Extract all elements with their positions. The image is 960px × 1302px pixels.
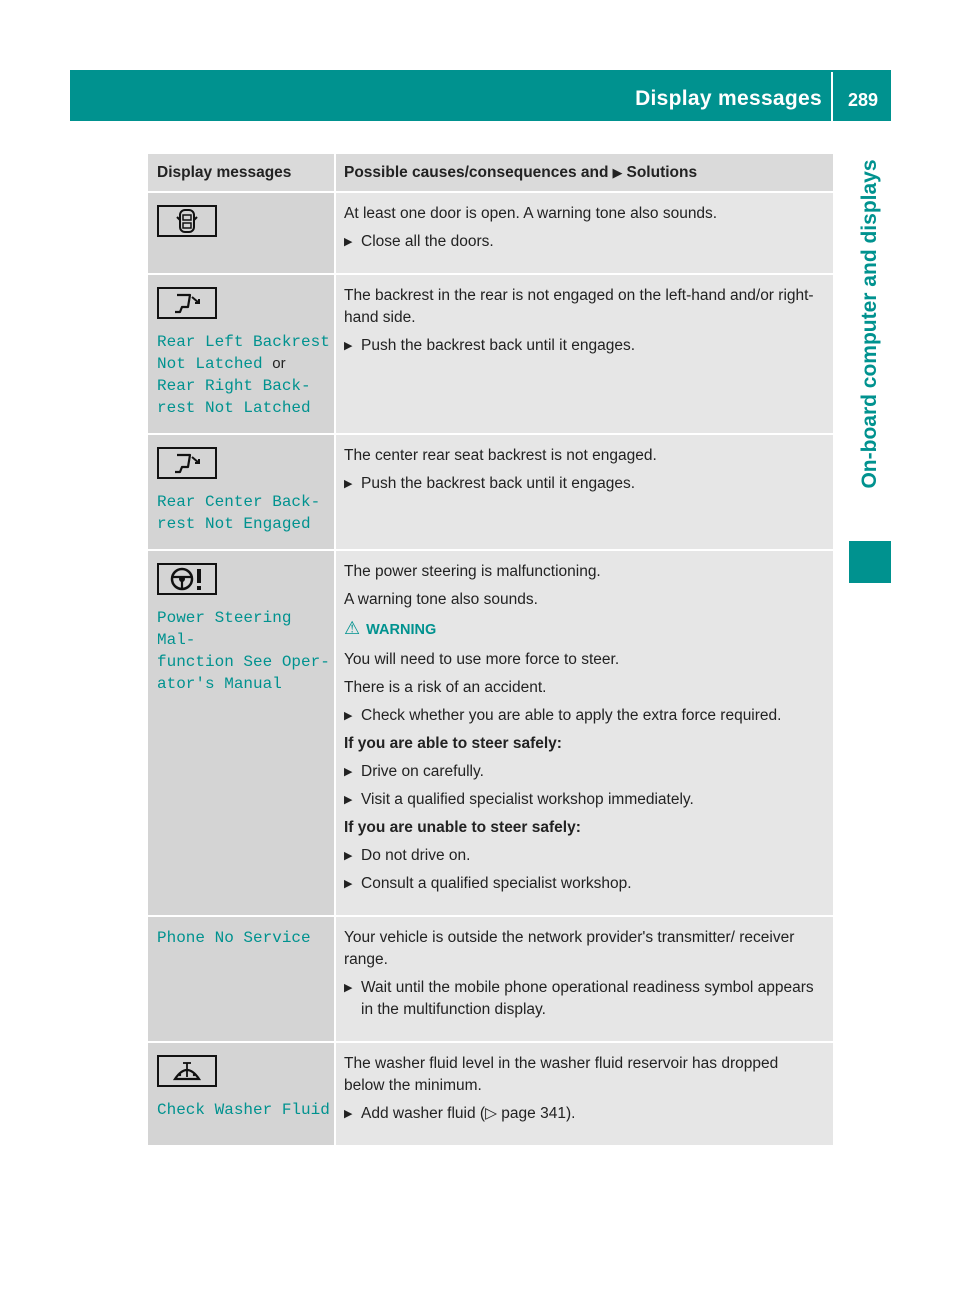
warning-icon: ⚠: [344, 618, 361, 638]
arrow-icon: ▶: [344, 1108, 353, 1120]
page-number: 289: [847, 90, 879, 110]
message-cell: [148, 1043, 336, 1145]
solution-cell: The power steering is malfunctioning. A warning tone also sounds. ⚠ WARNING You will need to use more force to steer. There is a risk of an accident. ▶ Check whether you are able to apply the extra force required. If you are able to steer safely: ▶ Drive on carefully. ▶ Visit a qualified specialist workshop immediately. If you are unable to steer safely: ▶ Do not drive on. ▶ Consult a qualified specialist workshop.: [336, 551, 833, 915]
arrow-icon: ▶: [344, 478, 353, 490]
action-item: ▶ Close all the doors.: [344, 231, 823, 253]
message-cell: [148, 917, 336, 1041]
section-title: On-board computer and displays: [858, 159, 881, 489]
message-text: Power Steering Mal-: [157, 609, 292, 649]
table-row: [148, 275, 833, 435]
action-item: ▶ Add washer fluid (▷ page 341).: [344, 1103, 823, 1125]
arrow-icon: ▶: [612, 165, 623, 180]
solution-cell: The center rear seat backrest is not engaged. ▶ Push the backrest back until it engages.: [336, 435, 833, 549]
message-text: Rear Left Backrest: [157, 333, 330, 351]
message-text: ator's Manual: [157, 675, 282, 693]
arrow-icon: ▶: [344, 766, 353, 778]
message-text: rest Not Engaged: [157, 515, 311, 533]
arrow-icon: ▶: [344, 236, 353, 248]
action-item: ▶ Visit a qualified specialist workshop immediately.: [344, 789, 823, 811]
message-text: Phone No Service: [157, 929, 311, 947]
page-reference[interactable]: page 341: [501, 1105, 566, 1122]
message-text: Rear Center Back-: [157, 493, 321, 511]
table-row: [148, 193, 833, 275]
arrow-icon: ▶: [344, 794, 353, 806]
table-row: [148, 917, 833, 1043]
backrest-icon: [157, 287, 217, 319]
solution-cell: The washer fluid level in the washer fluid reservoir has dropped below the minimum. ▶ Add washer fluid (▷ page 341).: [336, 1043, 833, 1145]
side-tab: [849, 124, 891, 524]
message-text: Not Latched: [157, 355, 263, 373]
message-text: Rear Right Back-: [157, 377, 311, 395]
action-item: ▶ Wait until the mobile phone operational readiness symbol appears in the multifunction display.: [344, 979, 814, 1018]
header-divider: [831, 72, 833, 121]
action-item: ▶ Do not drive on.: [344, 845, 823, 867]
table-row: [148, 435, 833, 551]
action-item: ▶ Push the backrest back until it engages.: [344, 335, 823, 357]
header-cell-messages: Display messages: [148, 154, 336, 191]
arrow-icon: ▶: [344, 982, 353, 994]
message-cell: [148, 551, 336, 915]
action-item: ▶ Drive on carefully.: [344, 761, 823, 783]
action-item: ▶ Check whether you are able to apply the extra force required.: [344, 705, 823, 727]
arrow-icon: ▶: [344, 850, 353, 862]
table-row: [148, 551, 833, 917]
solution-cell: At least one door is open. A warning tone also sounds. ▶ Close all the doors.: [336, 193, 833, 273]
section-marker: [849, 541, 891, 583]
arrow-icon: ▶: [344, 878, 353, 890]
message-cell: [148, 193, 336, 273]
solution-cell: The backrest in the rear is not engaged on the left-hand and/or right-hand side. ▶ Push the backrest back until it engages.: [336, 275, 833, 433]
display-messages-table: [148, 154, 833, 1147]
solution-cell: Your vehicle is outside the network provider's transmitter/ receiver range. ▶ Wait until the mobile phone operational readiness symbol appears in the multifunction display.: [336, 917, 833, 1041]
message-text: function See Oper-: [157, 653, 330, 671]
page-title: Display messages: [635, 87, 822, 110]
table-row: [148, 1043, 833, 1147]
header-bar: [70, 70, 891, 121]
page-ref-icon: ▷: [485, 1105, 502, 1122]
message-cell: [148, 435, 336, 549]
action-item: ▶ Consult a qualified specialist workshop.: [344, 873, 823, 895]
arrow-icon: ▶: [344, 340, 353, 352]
table-header: [148, 154, 833, 193]
message-text: rest Not Latched: [157, 399, 311, 417]
washer-fluid-icon: [157, 1055, 217, 1087]
backrest-icon: [157, 447, 217, 479]
arrow-icon: ▶: [344, 710, 353, 722]
message-cell: Rear Left Backrest Not Latched or Rear Right Back- rest Not Latched: [148, 275, 336, 433]
door-open-icon: [157, 205, 217, 237]
message-text: Check Washer Fluid: [157, 1101, 330, 1119]
warning-label: ⚠ WARNING: [344, 618, 437, 638]
header-cell-solutions: Possible causes/consequences and ▶ Solutions: [336, 154, 833, 191]
steering-warning-icon: [157, 563, 217, 595]
action-item: ▶ Push the backrest back until it engages.: [344, 473, 823, 495]
